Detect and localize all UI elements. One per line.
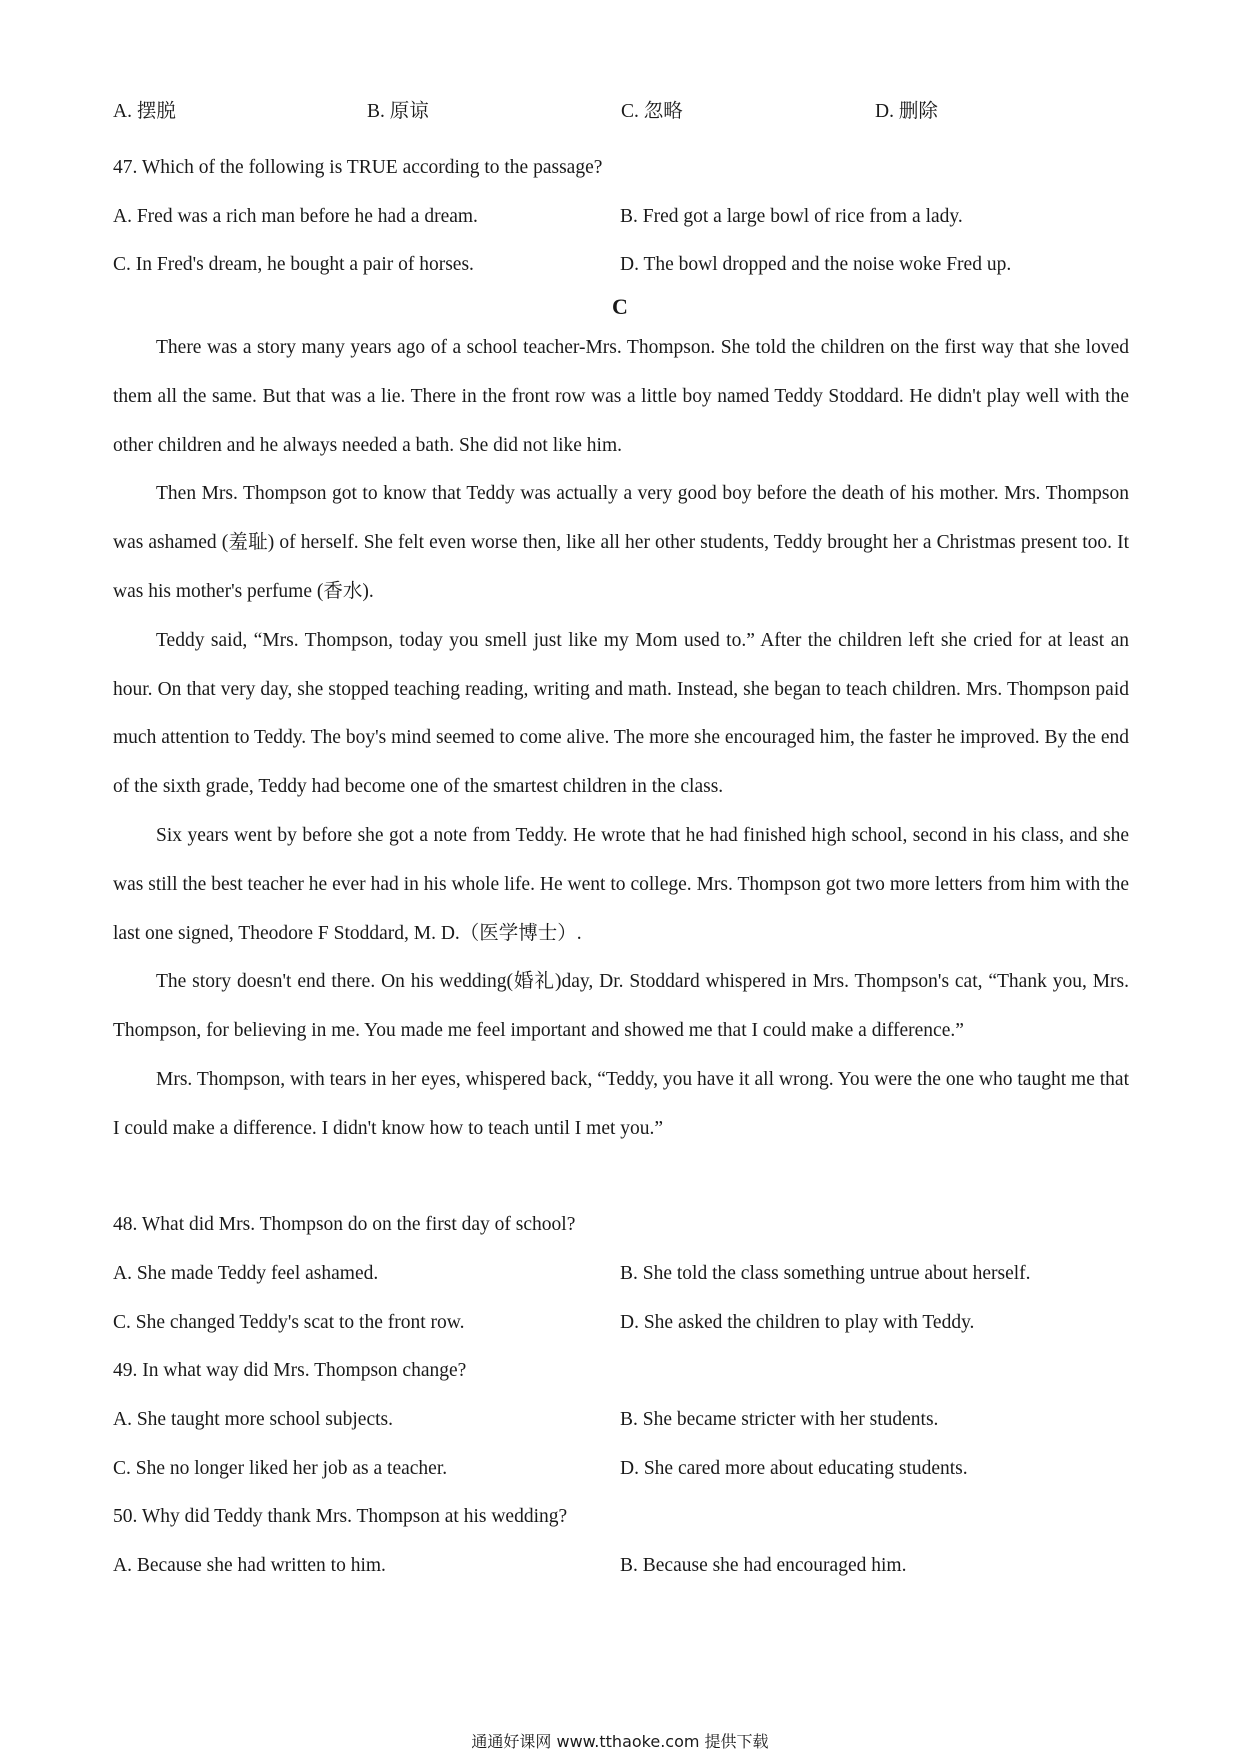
q48-option-b: B. She told the class something untrue about herself. — [620, 1263, 1031, 1284]
q49-option-c: C. She no longer liked her job as a teacher. — [113, 1458, 448, 1479]
passage-paragraph: There was a story many years ago of a school teacher-Mrs. Thompson. She told the children on the first way that she loved them all the same. But that was a lie. There in the front row was a little boy named Teddy Stoddard. He didn't play well with the other children and he always needed a bath. She did not like him. — [113, 337, 1129, 456]
passage-paragraph: Mrs. Thompson, with tears in her eyes, whispered back, “Teddy, you have it all wrong. You were the one who taught me that I could make a difference. I didn't know how to teach until I met you.” — [113, 1068, 1129, 1139]
q46-option-d: D. 删除 — [875, 101, 938, 122]
footer-watermark: 通通好课网 www.tthaoke.com 提供下载 — [471, 1732, 769, 1751]
passage-paragraph: The story doesn't end there. On his wedding(婚礼)day, Dr. Stoddard whispered in Mrs. Thompson's cat, “Thank you, Mrs. Thompson, for believing in me. You made me feel important and showed me that I could make a difference.” — [113, 971, 1129, 1042]
q47-option-b: B. Fred got a large bowl of rice from a lady. — [620, 206, 963, 227]
q48-question: 48. What did Mrs. Thompson do on the first day of school? — [113, 1214, 576, 1235]
q48-option-a: A. She made Teddy feel ashamed. — [113, 1263, 379, 1284]
q46-options — [113, 95, 1140, 123]
q49-question: 49. In what way did Mrs. Thompson change? — [113, 1360, 467, 1381]
q49-option-a: A. She taught more school subjects. — [113, 1409, 393, 1430]
passage-c — [113, 324, 1129, 1154]
q46-option-a: A. 摆脱 — [113, 101, 176, 122]
q48-option-d: D. She asked the children to play with Teddy. — [620, 1312, 975, 1333]
q48-option-c: C. She changed Teddy's scat to the front row. — [113, 1312, 465, 1333]
q50-option-a: A. Because she had written to him. — [113, 1555, 386, 1576]
q47-option-d: D. The bowl dropped and the noise woke Fred up. — [620, 254, 1012, 275]
section-c-heading: C — [612, 294, 628, 319]
passage-paragraph: Six years went by before she got a note from Teddy. He wrote that he had finished high school, second in his class, and she was still the best teacher he ever had in his whole life. He went to college. Mrs. Thompson got two more letters from him with the last one signed, Theodore F Stoddard, M. D.（医学博士）. — [113, 824, 1129, 944]
q46-option-c: C. 忽略 — [621, 101, 683, 122]
q50-question: 50. Why did Teddy thank Mrs. Thompson at his wedding? — [113, 1506, 568, 1527]
q50-option-b: B. Because she had encouraged him. — [620, 1555, 907, 1576]
q49-option-d: D. She cared more about educating students. — [620, 1458, 968, 1479]
q47-option-a: A. Fred was a rich man before he had a dream. — [113, 206, 478, 227]
q47-question: 47. Which of the following is TRUE according to the passage? — [113, 157, 603, 178]
q49-option-b: B. She became stricter with her students. — [620, 1409, 939, 1430]
passage-paragraph: Teddy said, “Mrs. Thompson, today you smell just like my Mom used to.” After the children left she cried for at least an hour. On that very day, she stopped teaching reading, writing and math. Instead, she began to teach children. Mrs. Thompson paid much attention to Teddy. The boy's mind seemed to come alive. The more she encouraged him, the faster he improved. By the end of the sixth grade, Teddy had become one of the smartest children in the class. — [113, 629, 1129, 798]
q46-option-b: B. 原谅 — [367, 101, 429, 122]
passage-paragraph: Then Mrs. Thompson got to know that Teddy was actually a very good boy before the death of his mother. Mrs. Thompson was ashamed (羞耻) of herself. She felt even worse then, like all her other students, Teddy brought her a Christmas present too. It was his mother's perfume (香水). — [113, 483, 1129, 602]
q47-option-c: C. In Fred's dream, he bought a pair of horses. — [113, 254, 474, 275]
